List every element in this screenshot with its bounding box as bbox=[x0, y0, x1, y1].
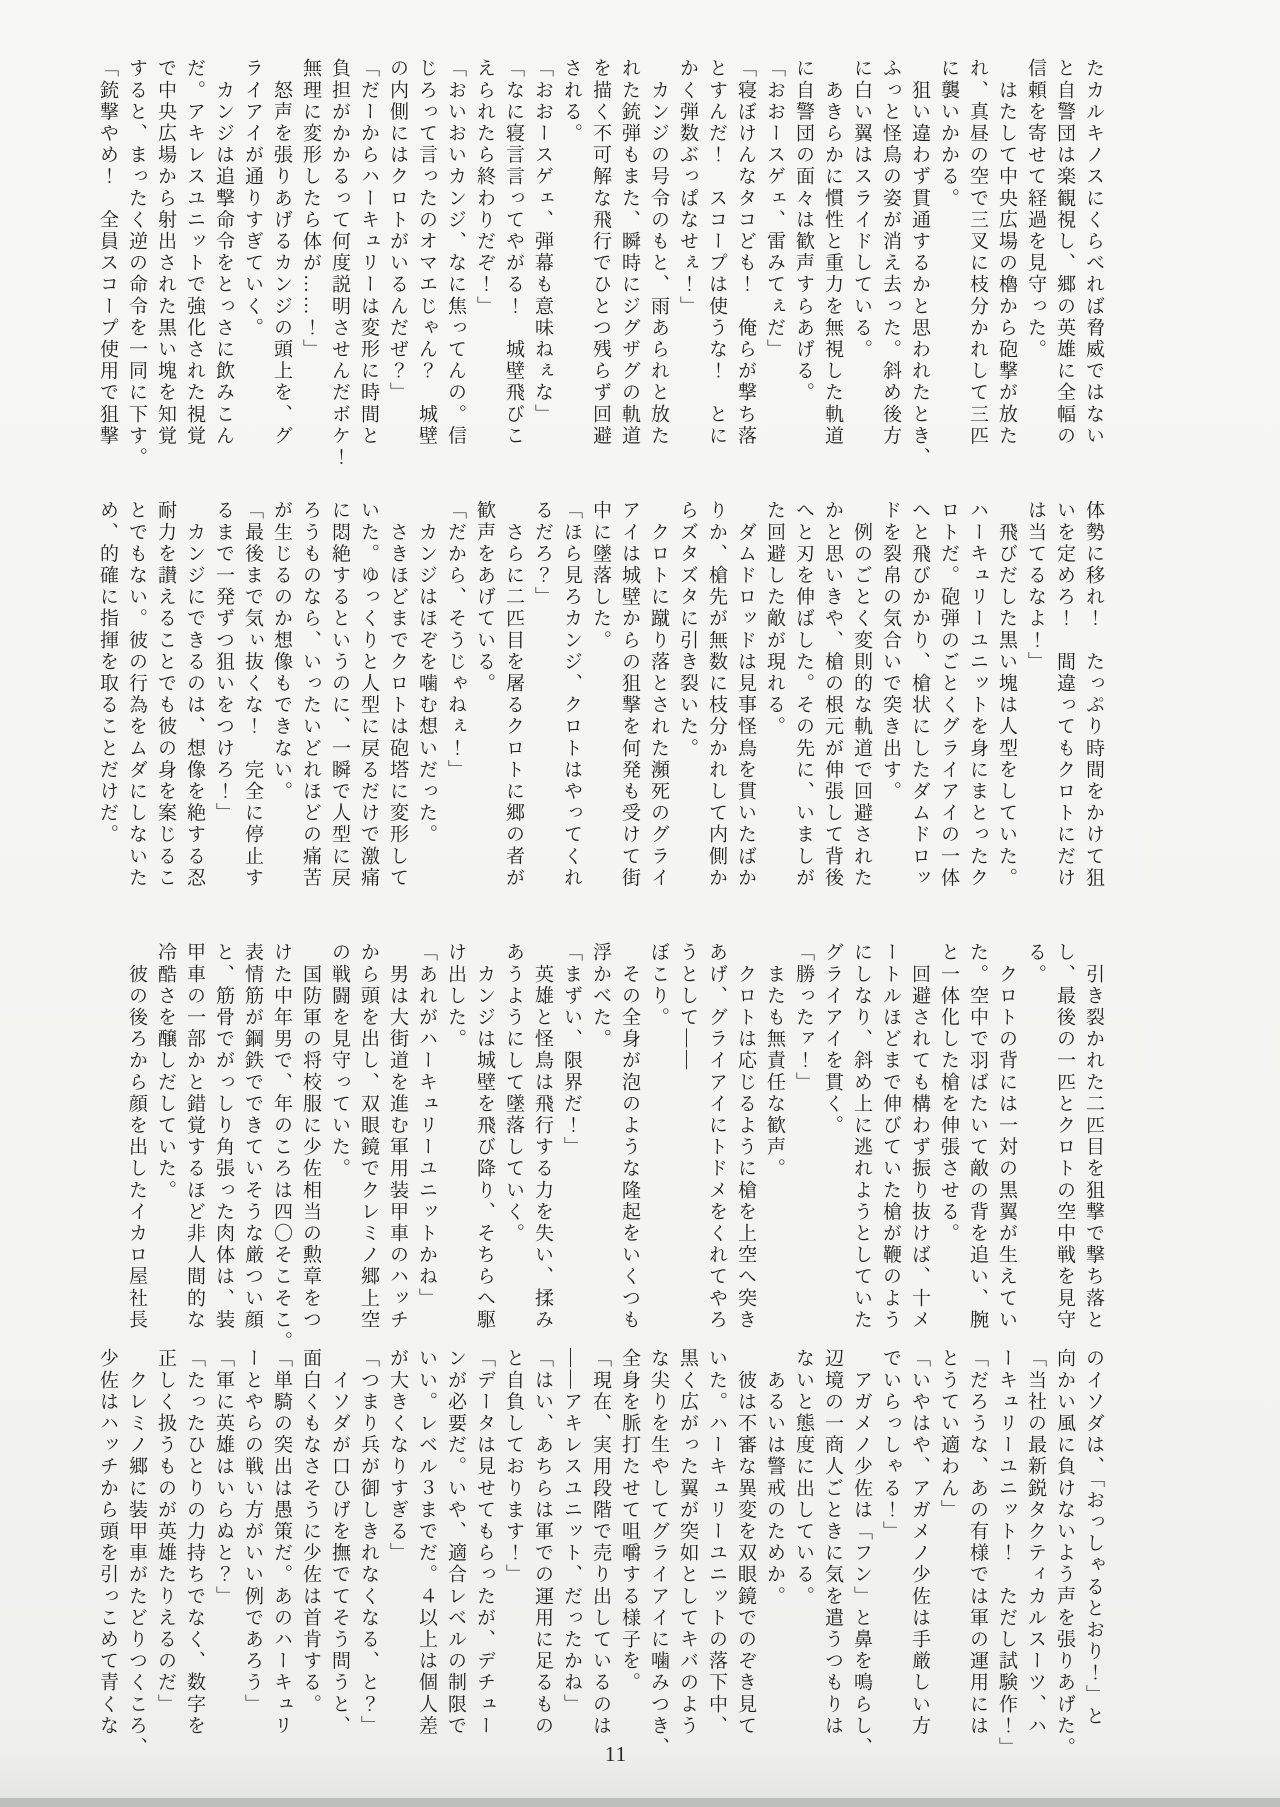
text-column: 「だから、そうじゃねぇ！」 bbox=[445, 500, 466, 781]
text-column: あげ、グライアイにトドメをくれてやろ bbox=[706, 942, 727, 1331]
text-column: りか、槍先が無数に枝分かれして内側か bbox=[706, 500, 727, 889]
text-column: れた銃弾もまた、瞬時にジグザグの軌道 bbox=[619, 58, 640, 447]
text-column: ぼこり。 bbox=[648, 942, 669, 1029]
text-column: 歓声をあげている。 bbox=[474, 500, 495, 695]
text-column: いた。ゆっくりと人型に戻るだけで激痛 bbox=[358, 500, 379, 889]
text-column: 耐力を讃えることでも彼の身を案じるこ bbox=[155, 500, 176, 889]
text-column: が大きくなりすぎる」 bbox=[387, 1348, 408, 1564]
text-column: 「ほら見ろカンジ、クロトはやってくれ bbox=[561, 500, 582, 889]
text-column: クロトの背には一対の黒翼が生えてい bbox=[996, 942, 1017, 1331]
text-column: さらに二匹目を屠るクロトに郷の者が bbox=[503, 500, 524, 889]
text-column: を描く不可解な飛行でひとつ残らず回避 bbox=[590, 58, 611, 447]
text-column: カンジは追撃命令をとっさに飲みこん bbox=[213, 58, 234, 447]
text-column: 体勢に移れ！ たっぷり時間をかけて狙 bbox=[1083, 500, 1104, 889]
text-column: ないと態度に出している。 bbox=[793, 1348, 814, 1608]
text-column: とすんだ！ スコープは使うな！ とに bbox=[706, 58, 727, 447]
text-column: カンジにできるのは、想像を絶する忍 bbox=[184, 500, 205, 889]
text-column: えられたら終わりだぞ！」 bbox=[474, 58, 495, 318]
text-column: と一体化した槍を伸張させる。 bbox=[938, 942, 959, 1245]
text-column: にしなり、斜め上に逃れようとしていた bbox=[851, 942, 872, 1331]
text-column: 「おいおいカンジ、なに焦ってんの。信 bbox=[445, 58, 466, 447]
text-column: の戦闘を見守っていた。 bbox=[329, 942, 350, 1180]
text-column: ライアイが通りすぎていく。 bbox=[242, 58, 263, 339]
text-column: 「おおースゲェ、弾幕も意味ねぇな」 bbox=[532, 58, 553, 426]
text-column: ふっと怪鳥の姿が消え去った。斜め後方 bbox=[880, 58, 901, 447]
text-column: に白い翼はスライドしている。 bbox=[851, 58, 872, 361]
text-column: 面白くもなさそうに少佐は首肯する。 bbox=[300, 1348, 321, 1716]
text-column: すると、まったく逆の命令を一同に下す。 bbox=[126, 58, 147, 469]
text-column: 彼は不審な異変を双眼鏡でのぞき見て bbox=[735, 1348, 756, 1737]
text-column: あうようにして墜落していく。 bbox=[503, 942, 524, 1245]
text-column: へと飛びかかり、槍状にしたダムドロッ bbox=[909, 500, 930, 889]
text-column: 男は大街道を進む軍用装甲車のハッチ bbox=[387, 942, 408, 1331]
text-column: と自負しております！」 bbox=[503, 1348, 524, 1586]
text-column: 「軍に英雄はいらぬと？」 bbox=[213, 1348, 234, 1608]
text-column: 全身を脈打たせて咀嚼する様子を。 bbox=[619, 1348, 640, 1694]
text-column: される。 bbox=[561, 58, 582, 145]
text-column: 「当社の最新鋭タクティカルスーツ、ハ bbox=[1025, 1348, 1046, 1737]
text-column: 信頼を寄せて経過を見守った。 bbox=[1025, 58, 1046, 361]
text-column: 「なに寝言言ってやがる！ 城壁飛びこ bbox=[503, 58, 524, 447]
text-column: 彼の後ろから顔を出したイカロ屋社長 bbox=[126, 942, 147, 1331]
text-column: ートルほどまで伸びていた槍が鞭のよう bbox=[880, 942, 901, 1331]
text-column: 「現在、実用段階で売り出しているのは bbox=[590, 1348, 611, 1737]
text-column: は当てるなよ！」 bbox=[1025, 500, 1046, 673]
text-column: ーキュリーユニット！ ただし試験作！」 bbox=[996, 1348, 1017, 1759]
text-column: で中央広場から射出された黒い塊を知覚 bbox=[155, 58, 176, 447]
text-band-2 bbox=[93, 500, 1108, 898]
text-column: クレミノ郷に装甲車がたどりつくころ、 bbox=[126, 1348, 147, 1759]
text-column: 「寝ぼけんなタコども！ 俺らが撃ち落 bbox=[735, 58, 756, 447]
text-column: け出した。 bbox=[445, 942, 466, 1050]
text-column: るだろ？」 bbox=[532, 500, 553, 608]
text-column: 黒く広がった翼が突如としてキバのよう bbox=[677, 1348, 698, 1737]
text-column: るまで一発ずつ狙いをつけろ！」 bbox=[213, 500, 234, 824]
text-column: ろうものなら、いったいどれほどの痛苦 bbox=[300, 500, 321, 889]
text-column: 「おおースゲェ、雷みてぇだ」 bbox=[764, 58, 785, 361]
text-column: ンが必要だ。いや、適合レベルの制限で bbox=[445, 1348, 466, 1737]
text-column: た。空中で羽ばたいて敵の背を追い、腕 bbox=[967, 942, 988, 1331]
text-column: た回避した敵が現れる。 bbox=[764, 500, 785, 738]
text-column: 負担がかかるって何度説明させんだボケ！ bbox=[329, 58, 350, 469]
text-column: に悶絶するというのに、一瞬で人型に戻 bbox=[329, 500, 350, 889]
text-band-1 bbox=[93, 58, 1108, 469]
text-column: ドを裂帛の気合いで突き出す。 bbox=[880, 500, 901, 803]
text-column: 「勝ったァ！」 bbox=[793, 942, 814, 1094]
text-column: 例のごとく変則的な軌道で回避された bbox=[851, 500, 872, 889]
text-column: 回避されても構わず振り抜けば、十メ bbox=[909, 942, 930, 1331]
text-column: 「最後まで気ぃ抜くな！ 完全に停止す bbox=[242, 500, 263, 889]
text-column: クロトは応じるように槍を上空へ突き bbox=[735, 942, 756, 1331]
text-column: でいらっしゃる！」 bbox=[880, 1348, 901, 1543]
text-column: いた。ハーキュリーユニットの落下中、 bbox=[706, 1348, 727, 1737]
text-column: 向かい風に負けないよう声を張りあげた。 bbox=[1054, 1348, 1075, 1759]
text-column: 正しく扱うものが英雄たりえるのだ」 bbox=[155, 1348, 176, 1716]
text-column: め、的確に指揮を取ることだけだ。 bbox=[97, 500, 118, 846]
text-column: 無理に変形したら体が……！」 bbox=[300, 58, 321, 361]
text-column: 狙い違わず貫通するかと思われたとき、 bbox=[909, 58, 930, 469]
text-column: カンジはほぞを噛む想いだった。 bbox=[416, 500, 437, 846]
text-column: たカルキノスにくらべれば脅威ではない bbox=[1083, 58, 1104, 447]
text-column: が生じるのか想像もできない。 bbox=[271, 500, 292, 803]
text-column: うとして―― bbox=[677, 942, 698, 1072]
text-column: 冷酷さを醸しだしていた。 bbox=[155, 942, 176, 1202]
text-column: る。 bbox=[1025, 942, 1046, 986]
text-column: 「いやはや、アガメノ少佐は手厳しい方 bbox=[909, 1348, 930, 1737]
text-column: カンジは城壁を飛び降り、そちらへ駆 bbox=[474, 942, 495, 1331]
text-column: ダムドロッドは見事怪鳥を貫いたばか bbox=[735, 500, 756, 889]
text-column: とでもない。彼の行為をムダにしないた bbox=[126, 500, 147, 889]
text-column: またも無責任な歓声。 bbox=[764, 942, 785, 1180]
text-column: 飛びだした黒い塊は人型をしていた。 bbox=[996, 500, 1017, 889]
text-column: さきほどまでクロトは砲塔に変形して bbox=[387, 500, 408, 889]
text-band-3 bbox=[122, 942, 1108, 1353]
text-column: イソダが口ひげを撫でてそう問うと、 bbox=[329, 1348, 350, 1737]
text-column: 甲車の一部かと錯覚するほど非人間的な bbox=[184, 942, 205, 1331]
text-column: だ。アキレスユニットで強化された視覚 bbox=[184, 58, 205, 447]
text-column: 引き裂かれた二匹目を狙撃で撃ち落と bbox=[1083, 942, 1104, 1331]
text-column: 「単騎の突出は愚策だ。あのハーキュリ bbox=[271, 1348, 292, 1737]
text-column: 「はい、あちらは軍での運用に足るもの bbox=[532, 1348, 553, 1737]
text-column: クロトに蹴り落とされた瀕死のグライ bbox=[648, 500, 669, 889]
text-column: 辺境の一商人ごときに気を遣うつもりは bbox=[822, 1348, 843, 1737]
text-column: アイは城壁からの狙撃を何発も受けて街 bbox=[619, 500, 640, 889]
text-column: 国防軍の将校服に少佐相当の勲章をつ bbox=[300, 942, 321, 1331]
text-column: ハーキュリーユニットを身にまとったク bbox=[967, 500, 988, 889]
text-column: あるいは警戒のためか。 bbox=[764, 1348, 785, 1608]
text-column: はたして中央広場の櫓から砲撃が放た bbox=[996, 58, 1017, 447]
text-column: 表情筋が鋼鉄でできていそうな厳つい顔 bbox=[242, 942, 263, 1331]
text-column: 怒声を張りあげるカンジの頭上を、グ bbox=[271, 58, 292, 447]
text-column: の内側にはクロトがいるんだぜ？」 bbox=[387, 58, 408, 404]
text-column: 「銃撃やめ！ 全員スコープ使用で狙撃 bbox=[97, 58, 118, 447]
text-column: 中に墜落した。 bbox=[590, 500, 611, 652]
text-column: カンジの号令のもと、雨あられと放た bbox=[648, 58, 669, 447]
text-column: と、筋骨でがっしり角張った肉体は、装 bbox=[213, 942, 234, 1331]
text-column: ロトだ。砲弾のごとくグライアイの一体 bbox=[938, 500, 959, 889]
text-column: ――アキレスユニット、だったかね」 bbox=[561, 1348, 582, 1716]
text-column: じろって言ったのオマエじゃん？ 城壁 bbox=[416, 58, 437, 447]
text-column: 浮かべた。 bbox=[590, 942, 611, 1050]
text-column: らズタズタに引き裂いた。 bbox=[677, 500, 698, 760]
text-column: 「まずい、限界だ！」 bbox=[561, 942, 582, 1158]
text-column: のイソダは、「おっしゃるとおり！」と bbox=[1083, 1348, 1104, 1728]
text-column: な尖りを生やしてグライアイに噛みつき、 bbox=[648, 1348, 669, 1759]
text-column: いい。レベル３までだ。４以上は個人差 bbox=[416, 1348, 437, 1737]
text-column: と自警団は楽観視し、郷の英雄に全幅の bbox=[1054, 58, 1075, 447]
text-column: 「だーからハーキュリーは変形に時間と bbox=[358, 58, 379, 447]
text-column: 「たったひとりの力持ちでなく、数字を bbox=[184, 1348, 205, 1737]
text-column: し、最後の一匹とクロトの空中戦を見守 bbox=[1054, 942, 1075, 1331]
text-column: グライアイを貫く。 bbox=[822, 942, 843, 1137]
text-column: に自警団の面々は歓声すらあげる。 bbox=[793, 58, 814, 404]
text-column: 「データは見せてもらったが、デチュー bbox=[474, 1348, 495, 1737]
text-column: かと思いきや、槍の根元が伸張して背後 bbox=[822, 500, 843, 889]
text-column: 「あれがハーキュリーユニットかね」 bbox=[416, 942, 437, 1310]
text-column: 英雄と怪鳥は飛行する力を失い、揉み bbox=[532, 942, 553, 1331]
text-column: 「だろうな、あの有様では軍の運用には bbox=[967, 1348, 988, 1737]
text-column: 少佐はハッチから頭を引っこめて青くな bbox=[97, 1348, 118, 1737]
page-number: 11 bbox=[604, 1742, 628, 1766]
text-column: その全身が泡のような隆起をいくつも bbox=[619, 942, 640, 1331]
text-column: とうてい適わん」 bbox=[938, 1348, 959, 1521]
text-column: れ、真昼の空で三叉に枝分かれして三匹 bbox=[967, 58, 988, 447]
text-column: ーとやらの戦い方がいい例であろう」 bbox=[242, 1348, 263, 1716]
scan-edge bbox=[0, 1798, 1280, 1807]
text-column: けた中年男で、年のころは四〇そこそこ。 bbox=[271, 942, 292, 1353]
text-column: へと刃を伸ばした。その先に、いましが bbox=[793, 500, 814, 889]
text-column: 「つまり兵が御しきれなくなる、と？」 bbox=[358, 1348, 379, 1737]
text-column: から頭を出し、双眼鏡でクレミノ郷上空 bbox=[358, 942, 379, 1331]
text-column: あきらかに慣性と重力を無視した軌道 bbox=[822, 58, 843, 447]
text-column: に襲いかかる。 bbox=[938, 58, 959, 210]
text-column: いを定めろ！ 間違ってもクロトにだけ bbox=[1054, 500, 1075, 889]
text-column: アガメノ少佐は「フン」と鼻を鳴らし、 bbox=[851, 1348, 872, 1759]
text-column: かく弾数ぶっぱなせぇ！」 bbox=[677, 58, 698, 318]
